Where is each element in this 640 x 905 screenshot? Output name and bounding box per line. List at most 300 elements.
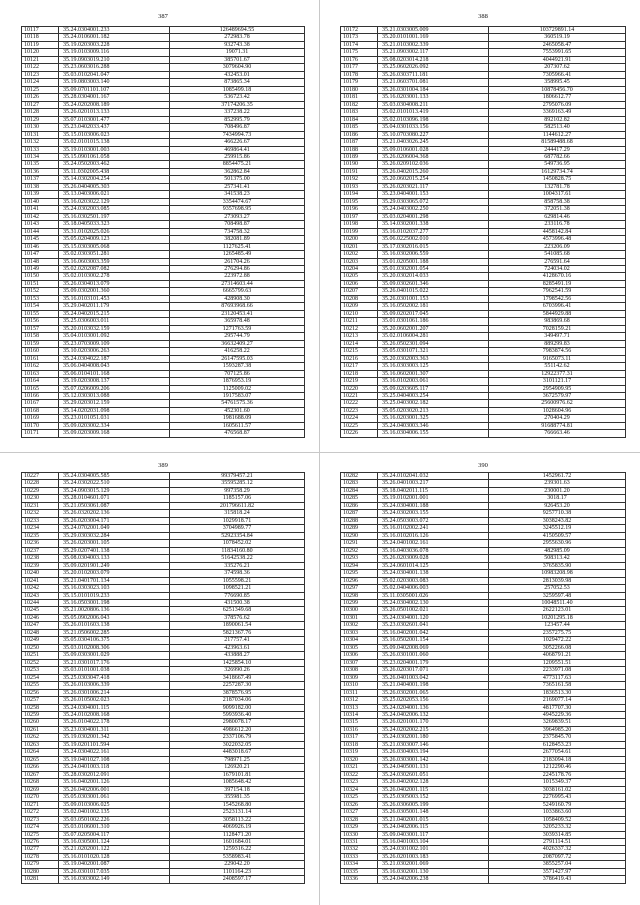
cell-row-id: 10190 [341,161,378,167]
cell-row-id: 10203 [341,259,378,265]
cell-row-id: 10194 [341,191,378,197]
cell-code: 35.21.0903002.117 [378,49,489,55]
cell-value: 3964985.20 [489,727,626,733]
table-row [22,839,305,846]
cell-value: 1212290.46 [489,764,626,770]
table-row [22,809,305,816]
cell-row-id: 10273 [22,817,59,823]
cell-value: 91688774.81 [489,423,626,429]
cell-row-id: 10260 [22,719,59,725]
cell-code: 35.20.0302014.033 [378,273,489,279]
cell-code: 35.24.0903015.129 [59,488,170,494]
cell-row-id: 10173 [341,34,378,40]
cell-code: 35.25.0305003.152 [378,794,489,800]
cell-row-id: 10178 [341,72,378,78]
cell-value: 2187034.06 [170,697,305,703]
cell-value: 2357275.75 [489,630,626,636]
table-row [22,303,305,310]
cell-row-id: 10268 [22,779,59,785]
table-row [341,259,626,266]
cell-row-id: 10212 [341,326,378,332]
table-row [22,430,305,437]
table-row [341,221,626,228]
cell-row-id: 10296 [341,578,378,584]
table-row [341,727,626,734]
cell-row-id: 10152 [22,288,59,294]
table-row [341,518,626,525]
cell-value: 257052.53 [489,585,626,591]
cell-value: 3052266.08 [489,645,626,651]
cell-value: 1271763.59 [170,326,305,332]
cell-value: 1890061.54 [170,622,305,628]
cell-code: 35.14.0302004.254 [59,176,170,182]
table-row [22,824,305,831]
cell-row-id: 10154 [22,303,59,309]
table-row [22,176,305,183]
table-row [341,615,626,622]
cell-row-id: 10329 [341,824,378,830]
table-row [22,548,305,555]
cell-code: 35.16.0402001.126 [59,779,170,785]
cell-value: 724034.02 [489,266,626,272]
cell-code: 35.08.0304003.133 [59,555,170,561]
cell-value: 3038243.82 [489,518,626,524]
cell-value: 23120453.41 [170,311,305,317]
cell-value: 687782.66 [489,154,626,160]
table-row [22,637,305,644]
cell-code: 35.26.0404005.303 [59,184,170,190]
cell-value: 326990.26 [170,667,305,673]
cell-value: 1101164.23 [170,869,305,875]
cell-value: 501375.00 [170,176,305,182]
cell-row-id: 10222 [341,400,378,406]
cell-code: 35.21.0103002.339 [378,42,489,48]
cell-code: 35.24.0502003.462 [59,161,170,167]
cell-value: 10201295.18 [489,615,626,621]
cell-row-id: 10280 [22,869,59,875]
cell-code: 35.24.0202008.189 [59,102,170,108]
cell-code: 35.26.0206004.368 [378,154,489,160]
table-row [22,630,305,637]
cell-code: 35.21.0020806.136 [59,607,170,613]
cell-value: 1085499.18 [170,87,305,93]
cell-value: 244417.29 [489,147,626,153]
table-row [341,533,626,540]
cell-value: 3786419.43 [489,876,626,882]
cell-code: 35.09.0302001.360 [59,288,170,294]
cell-code: 35.09.0203009.168 [59,430,170,436]
table-row [22,802,305,809]
cell-row-id: 10191 [341,169,378,175]
cell-row-id: 10161 [22,356,59,362]
cell-value: 423963.61 [170,645,305,651]
cell-code: 35.23.0603016.288 [59,64,170,70]
cell-row-id: 10264 [22,749,59,755]
cell-row-id: 10243 [22,593,59,599]
table-row [341,102,626,109]
cell-value: 889299.83 [489,341,626,347]
cell-row-id: 10149 [22,266,59,272]
cell-row-id: 10180 [341,87,378,93]
table-row [341,593,626,600]
cell-code: 35.25.0303047.418 [59,675,170,681]
cell-row-id: 10308 [341,667,378,673]
table-row [341,637,626,644]
table-row [341,266,626,273]
cell-code: 35.05.0303001.061 [59,794,170,800]
cell-value: 926453.20 [489,503,626,509]
cell-value: 1058409.52 [489,817,626,823]
data-table [21,26,305,438]
cell-value: 432453.01 [170,72,305,78]
table-row [22,251,305,258]
table-row [341,169,626,176]
cell-row-id: 10299 [341,600,378,606]
cell-code: 35.16.0302006.559 [378,251,489,257]
cell-value: 7962541.59 [489,288,626,294]
cell-code: 35.24.0304005.585 [59,473,170,479]
cell-value: 3354474.67 [170,199,305,205]
cell-value: 1185157.06 [170,495,305,501]
cell-value: 776690.85 [170,593,305,599]
table-row [341,563,626,570]
table-row [22,555,305,562]
table-row [341,555,626,562]
cell-code: 35.24.0402006.115 [378,824,489,830]
cell-row-id: 10230 [22,495,59,501]
cell-row-id: 10332 [341,846,378,852]
cell-code: 35.25.0404003.254 [378,393,489,399]
table-row [22,869,305,876]
cell-code: 35.24.0304001.138 [378,570,489,576]
cell-row-id: 10270 [22,794,59,800]
cell-code: 35.26.0203009.028 [378,555,489,561]
table-row [341,109,626,116]
cell-code: 35.16.0203022.129 [59,199,170,205]
cell-row-id: 10131 [22,132,59,138]
cell-row-id: 10275 [22,832,59,838]
cell-row-id: 10333 [341,854,378,860]
table-row [22,697,305,704]
cell-value: 2375845.70 [489,734,626,740]
table-row [22,244,305,251]
cell-row-id: 10255 [22,682,59,688]
cell-code: 35.09.0403001.117 [378,832,489,838]
cell-value: 132781.78 [489,184,626,190]
cell-value: 4945229.36 [489,712,626,718]
cell-value: 1029472.22 [489,637,626,643]
cell-row-id: 10156 [22,318,59,324]
cell-row-id: 10231 [22,503,59,509]
cell-code: 35.24.0402015.215 [59,311,170,317]
table-row [341,846,626,853]
cell-row-id: 10269 [22,787,59,793]
cell-row-id: 10325 [341,794,378,800]
page-panel-top-right [320,0,639,452]
cell-row-id: 10185 [341,124,378,130]
cell-row-id: 10254 [22,675,59,681]
cell-code: 35.23.0402033.437 [59,124,170,130]
cell-code: 35.24.0301002.101 [378,846,489,852]
cell-code: 35.26.0302001.065 [378,690,489,696]
cell-value: 508313.42 [489,555,626,561]
cell-row-id: 10193 [341,184,378,190]
cell-value: 273093.27 [170,214,305,220]
table-row [341,667,626,674]
cell-code: 35.19.0903019.210 [59,57,170,63]
cell-value: 1055598.21 [170,578,305,584]
cell-row-id: 10184 [341,117,378,123]
table-row [341,371,626,378]
cell-value: 1917583.07 [170,393,305,399]
cell-code: 35.03.0102041.047 [59,72,170,78]
table-row [22,206,305,213]
table-row [22,600,305,607]
data-table [340,472,626,884]
table-row [22,184,305,191]
cell-value: 3039314.85 [489,832,626,838]
cell-code: 35.02.0202087.082 [59,266,170,272]
cell-row-id: 10282 [341,473,378,479]
cell-value: 123457.44 [489,622,626,628]
cell-value: 4026337.32 [489,846,626,852]
cell-value: 2169077.14 [489,697,626,703]
cell-code: 35.19.0401027.108 [59,757,170,763]
cell-code: 35.21.0302001.069 [378,861,489,867]
cell-code: 35.01.0302001.054 [378,266,489,272]
cell-row-id: 10283 [341,480,378,486]
cell-code: 35.24.0302601.051 [378,772,489,778]
cell-row-id: 10205 [341,273,378,279]
table-row [22,79,305,86]
cell-row-id: 10239 [22,563,59,569]
table-row [341,386,626,393]
cell-value: 6128453.23 [489,742,626,748]
table-row [341,400,626,407]
cell-row-id: 10188 [341,147,378,153]
cell-value: 4458142.84 [489,229,626,235]
cell-row-id: 10118 [22,34,59,40]
cell-value: 3101121.17 [489,378,626,384]
table-row [22,607,305,614]
cell-code: 35.16.0203001.325 [378,415,489,421]
cell-code: 35.24.0304002.130 [378,600,489,606]
table-row [341,415,626,422]
cell-value: 3855257.04 [489,861,626,867]
cell-value: 1876953.19 [170,378,305,384]
cell-value: 2465058.47 [489,42,626,48]
cell-row-id: 10237 [22,548,59,554]
cell-row-id: 10224 [341,415,378,421]
cell-value: 10878456.70 [489,87,626,93]
cell-row-id: 10215 [341,348,378,354]
cell-row-id: 10225 [341,423,378,429]
cell-code: 35.26.0203004.171 [59,518,170,524]
cell-value: 551142.62 [489,363,626,369]
cell-row-id: 10323 [341,779,378,785]
cell-code: 35.23.0204001.179 [378,660,489,666]
table-row [341,199,626,206]
cell-row-id: 10232 [22,510,59,516]
table-row [22,712,305,719]
cell-row-id: 10274 [22,824,59,830]
cell-row-id: 10226 [341,430,378,436]
table-row [341,191,626,198]
cell-value: 482985.09 [489,548,626,554]
cell-value: 3205233.32 [489,824,626,830]
cell-row-id: 10159 [22,341,59,347]
cell-row-id: 10144 [22,229,59,235]
cell-code: 35.26.0103006.339 [59,682,170,688]
table-row [22,622,305,629]
table-row [22,817,305,824]
cell-value: 276294.86 [170,266,305,272]
cell-code: 35.26.0203001.105 [59,540,170,546]
cell-row-id: 10289 [341,525,378,531]
cell-code: 35.28.0302012.091 [59,772,170,778]
cell-code: 35.24.0304001.120 [378,615,489,621]
cell-value: 52923354.84 [170,533,305,539]
cell-value: 5358983.41 [170,854,305,860]
cell-value: 466226.67 [170,139,305,145]
cell-code: 35.16.0502001.154 [378,637,489,643]
table-row [341,236,626,243]
cell-row-id: 10146 [22,244,59,250]
cell-code: 35.06.0225002.010 [378,236,489,242]
cell-code: 35.02.0101013.419 [378,109,489,115]
cell-row-id: 10251 [22,652,59,658]
cell-row-id: 10129 [22,117,59,123]
table-row [22,757,305,764]
cell-row-id: 10141 [22,206,59,212]
cell-value: 1605611.57 [170,423,305,429]
cell-value: 708496.87 [170,124,305,130]
cell-value: 1425854.10 [170,660,305,666]
cell-value: 257341.41 [170,184,305,190]
table-row [341,495,626,502]
table-row [341,34,626,41]
cell-code: 35.09.0103006.025 [59,802,170,808]
cell-row-id: 10287 [341,510,378,516]
table-row [341,341,626,348]
table-row [22,296,305,303]
table-row [22,510,305,517]
cell-value: 1015349.37 [489,779,626,785]
cell-code: 35.21.0503061.087 [59,503,170,509]
cell-value: 19071.31 [170,49,305,55]
cell-code: 35.29.0303032.284 [59,533,170,539]
table-row [341,184,626,191]
cell-row-id: 10164 [22,378,59,384]
cell-code: 35.24.0302022.510 [59,480,170,486]
cell-row-id: 10151 [22,281,59,287]
cell-value: 295744.79 [170,333,305,339]
cell-row-id: 10145 [22,236,59,242]
cell-code: 35.06.0104101.168 [59,371,170,377]
cell-value: 1836513.30 [489,690,626,696]
table-row [22,408,305,415]
table-row [22,578,305,585]
table-row [22,42,305,49]
cell-code: 35.26.0305001.148 [378,809,489,815]
table-row [341,42,626,49]
cell-value: 9099182.00 [170,705,305,711]
table-row [22,169,305,176]
table-row [341,378,626,385]
cell-row-id: 10284 [341,488,378,494]
page-number: 388 [478,13,488,20]
table-row [341,787,626,794]
cell-value: 10983208.98 [489,570,626,576]
cell-code: 35.24.0405001.131 [378,764,489,770]
cell-code: 35.01.0301061.186 [378,318,489,324]
table-row [341,622,626,629]
cell-row-id: 10117 [22,27,59,33]
cell-value: 428908.30 [170,296,305,302]
cell-value: 3369163.49 [489,109,626,115]
cell-code: 35.26.0209102.036 [378,161,489,167]
table-row [22,846,305,853]
cell-row-id: 10167 [22,400,59,406]
cell-code: 35.26.0401015.022 [378,288,489,294]
cell-code: 35.03.0501002.226 [59,817,170,823]
cell-row-id: 10179 [341,79,378,85]
cell-code: 35.19.0402001.087 [59,861,170,867]
cell-value: 270404.29 [489,415,626,421]
cell-row-id: 10246 [22,615,59,621]
cell-code: 35.24.0403002.250 [378,206,489,212]
cell-value: 2813039.98 [489,578,626,584]
cell-row-id: 10258 [22,705,59,711]
table-row [22,386,305,393]
cell-code: 35.08.0203014.218 [378,57,489,63]
cell-value: 431500.38 [170,600,305,606]
cell-value: 2523131.14 [170,809,305,815]
cell-code: 35.03.0102008.306 [59,645,170,651]
cell-row-id: 10256 [22,690,59,696]
table-row [341,772,626,779]
cell-row-id: 10165 [22,386,59,392]
table-row [341,854,626,861]
table-row [22,563,305,570]
cell-row-id: 10244 [22,600,59,606]
cell-row-id: 10272 [22,809,59,815]
table-row [22,764,305,771]
cell-code: 35.24.0204001.136 [378,705,489,711]
cell-code: 35.18.0405033.323 [59,221,170,227]
cell-value: 3022032.05 [170,742,305,748]
cell-value: 259915.86 [170,154,305,160]
table-row [341,87,626,94]
cell-value: 9357698.95 [170,206,305,212]
table-row [341,430,626,437]
table-row [341,876,626,883]
table-row [22,199,305,206]
cell-row-id: 10196 [341,206,378,212]
cell-value: 852995.79 [170,117,305,123]
cell-value: 315818.24 [170,510,305,516]
table-row [22,675,305,682]
cell-value: 341538.23 [170,191,305,197]
cell-value: 355981.35 [170,794,305,800]
cell-code: 35.11.0305001.026 [378,593,489,599]
cell-value: 3038161.02 [489,787,626,793]
table-row [22,480,305,487]
cell-row-id: 10163 [22,371,59,377]
cell-row-id: 10189 [341,154,378,160]
table-row [341,764,626,771]
cell-code: 35.26.0402001.115 [378,787,489,793]
